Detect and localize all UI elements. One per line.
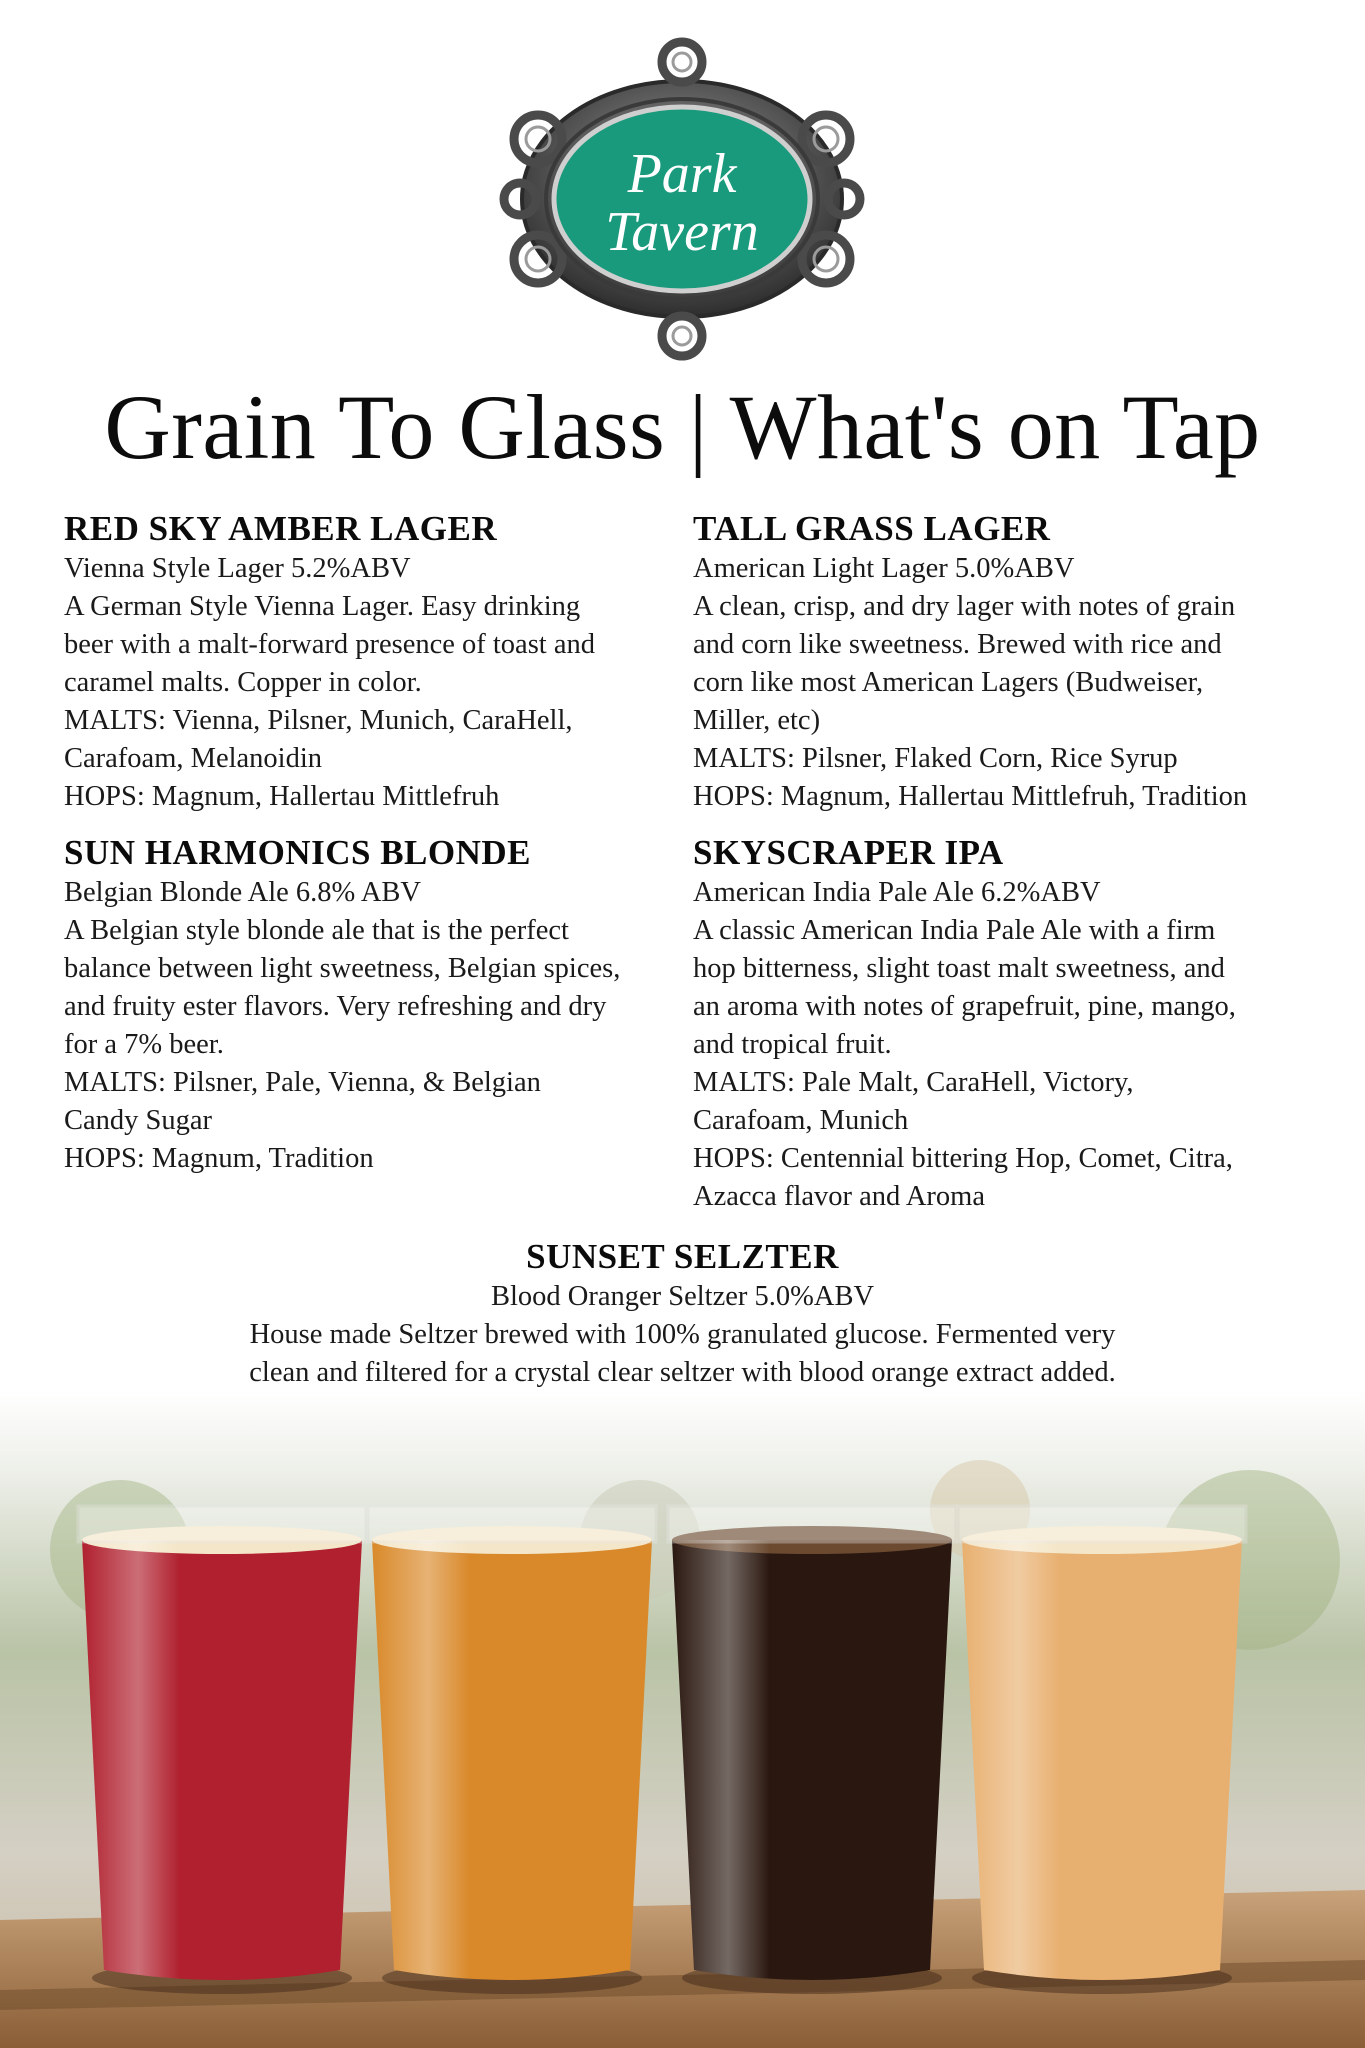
- beer-description-line: an aroma with notes of grapefruit, pine, mango,: [693, 991, 1236, 1022]
- beer-malts-line: MALTS: Pilsner, Flaked Corn, Rice Syrup: [693, 743, 1178, 774]
- beer-description-line: and tropical fruit.: [693, 1029, 892, 1060]
- seltzer-name: SUNSET SELZTER: [526, 1237, 839, 1276]
- beer-hops-line: HOPS: Centennial bittering Hop, Comet, Citra,: [693, 1143, 1233, 1174]
- page-title: Grain To Glass | What's on Tap: [104, 376, 1261, 478]
- seltzer-description-line: clean and filtered for a crystal clear seltzer with blood orange extract added.: [249, 1357, 1116, 1388]
- beer-name: TALL GRASS LAGER: [693, 509, 1051, 548]
- beer-malts-line: Carafoam, Munich: [693, 1105, 909, 1136]
- beer-entry-red-sky: [64, 508, 674, 816]
- beer-description-line: A classic American India Pale Ale with a firm: [693, 915, 1216, 946]
- amber-beer-glass: [368, 1506, 656, 1994]
- beer-malts-line: Candy Sugar: [64, 1105, 213, 1136]
- beer-description-line: and fruity ester flavors. Very refreshing and dry: [64, 991, 607, 1022]
- beer-description-line: for a 7% beer.: [64, 1029, 224, 1060]
- beer-description-line: caramel malts. Copper in color.: [64, 667, 422, 698]
- beer-description-line: A clean, crisp, and dry lager with notes of grain: [693, 591, 1236, 622]
- beer-name: RED SKY AMBER LAGER: [64, 509, 498, 548]
- red-beer-glass: [78, 1506, 366, 1994]
- beer-malts-line: Carafoam, Melanoidin: [64, 743, 323, 774]
- beer-malts-line: MALTS: Pilsner, Pale, Vienna, & Belgian: [64, 1067, 541, 1098]
- beer-description-line: balance between light sweetness, Belgian spices,: [64, 953, 621, 984]
- logo-line-2: Tavern: [605, 201, 759, 263]
- beer-hops-line: HOPS: Magnum, Hallertau Mittlefruh, Tradition: [693, 781, 1248, 812]
- beer-flight-photo: [0, 1390, 1365, 2048]
- beer-hops-line: Azacca flavor and Aroma: [693, 1181, 985, 1212]
- beer-malts-line: MALTS: Vienna, Pilsner, Munich, CaraHell,: [64, 705, 573, 736]
- beer-name: SKYSCRAPER IPA: [693, 833, 1004, 872]
- beer-style: Belgian Blonde Ale 6.8% ABV: [64, 877, 422, 908]
- beer-entry-tall-grass: [693, 508, 1303, 816]
- beer-description-line: and corn like sweetness. Brewed with rice and: [693, 629, 1222, 660]
- beer-description-line: Miller, etc): [693, 705, 821, 736]
- seltzer-style: Blood Oranger Seltzer 5.0%ABV: [490, 1281, 875, 1312]
- beer-entry-skyscraper: [693, 832, 1303, 1216]
- logo-line-1: Park: [627, 143, 737, 205]
- beer-entry-sun-harmonics: [64, 832, 674, 1178]
- beer-description-line: corn like most American Lagers (Budweiser,: [693, 667, 1204, 698]
- seltzer-description-line: House made Seltzer brewed with 100% granulated glucose. Fermented very: [249, 1319, 1116, 1350]
- beer-description-line: A Belgian style blonde ale that is the perfect: [64, 915, 569, 946]
- beer-malts-line: MALTS: Pale Malt, CaraHell, Victory,: [693, 1067, 1134, 1098]
- hazy-beer-glass: [958, 1506, 1246, 1994]
- beer-style: American India Pale Ale 6.2%ABV: [693, 877, 1101, 908]
- beer-description-line: A German Style Vienna Lager. Easy drinking: [64, 591, 581, 622]
- beer-hops-line: HOPS: Magnum, Tradition: [64, 1143, 374, 1174]
- beer-style: American Light Lager 5.0%ABV: [693, 553, 1075, 584]
- beer-description-line: beer with a malt-forward presence of toast and: [64, 629, 595, 660]
- beer-hops-line: HOPS: Magnum, Hallertau Mittlefruh: [64, 781, 500, 812]
- beer-style: Vienna Style Lager 5.2%ABV: [64, 553, 411, 584]
- park-tavern-logo: [498, 34, 866, 364]
- beer-description-line: hop bitterness, slight toast malt sweetness, and: [693, 953, 1225, 984]
- beer-name: SUN HARMONICS BLONDE: [64, 833, 531, 872]
- dark-beer-glass: [668, 1506, 956, 1994]
